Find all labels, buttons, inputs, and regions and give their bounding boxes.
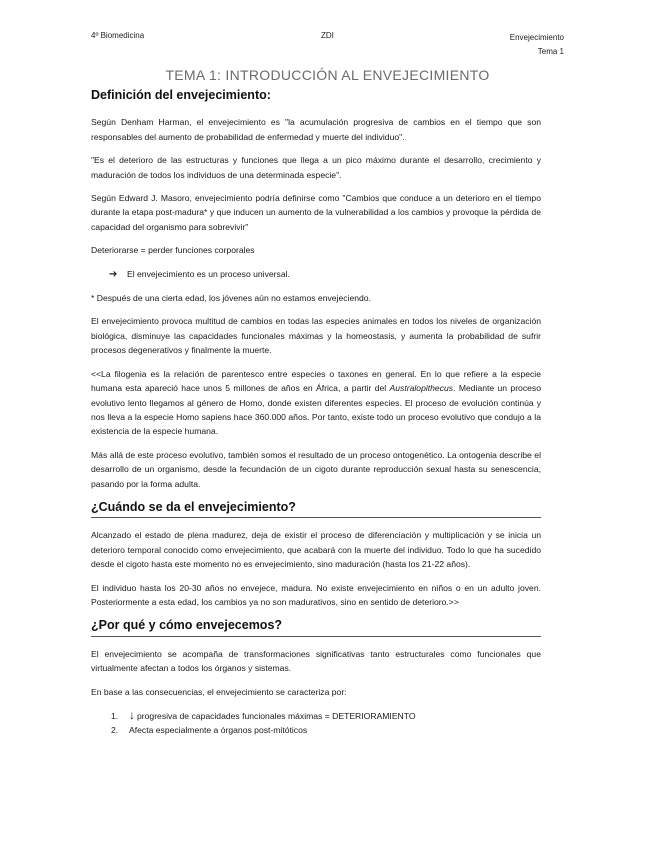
page-title: TEMA 1: INTRODUCCIÓN AL ENVEJECIMIENTO [165, 67, 490, 83]
paragraph-individuo: El individuo hasta los 20-30 años no envejece, madura. No existe envejecimiento en niños o en un adulto joven. Posteriormente a esta edad, los cambios ya no son madurativos, sino en sentido de deterioro.>> [91, 582, 541, 607]
paragraph-madurez: Alcanzado el estado de plena madurez, deja de existir el proceso de diferenciación y multiplicación y se inicia un deterioro temporal conocido como envejecimiento, que acabará con la muerte del individuo. Todo lo que ha sucedido desde el cigoto hasta este momento no es envejecimiento, sino maduración (hasta los 21-22 años). [91, 530, 541, 570]
list-number: 2. [111, 725, 119, 736]
header-topic [510, 31, 564, 59]
filogenia-italic: Australopithecus [389, 383, 454, 394]
section-heading-cuando: ¿Cuándo se da el envejecimiento? [91, 500, 541, 518]
paragraph-consecuencias: En base a las consecuencias, el envejecimiento se caracteriza por: [91, 686, 347, 697]
paragraph-filogenia [91, 367, 541, 439]
arrow-right-icon: ➔ [109, 268, 118, 280]
arrow-down-icon: ↓ [129, 708, 135, 722]
paragraph-harman: Según Denham Harman, el envejecimiento es "la acumulación progresiva de cambios en el tiempo que son responsables del aumento de probabilidad de enfermedad y muerte del individuo". [91, 117, 541, 142]
header-topic-line1: Envejecimiento [509, 33, 564, 42]
section-heading-definicion: Definición del envejecimiento: [91, 88, 271, 102]
section-heading-por-que: ¿Por qué y cómo envejecemos? [91, 618, 541, 636]
document-body [91, 88, 541, 738]
paragraph-deteriorarse: Deteriorarse = perder funciones corporales [91, 245, 255, 256]
list-number: 1. [111, 711, 119, 721]
list-item-text: Afecta especialmente a órganos post-mitóticos [129, 725, 308, 736]
paragraph-masoro: Según Edward J. Masoro, envejecimiento podría definirse como "Cambios que conduce a un deterioro en el tiempo durante la etapa post-madura* y que inducen un aumento de la vulnerabilidad a los cambios y provoque la pérdida de capacidad del organismo para sobrevivir" [91, 193, 541, 232]
header-topic-line2: Tema 1 [537, 47, 564, 56]
paragraph-cambios: El envejecimiento provoca multitud de cambios en todas las especies animales en todos los niveles de organización biológica, disminuye las capacidades funcionales máximas y la homeostasis, y aumenta la probabilidad de sufrir procesos degenerativos y finalmente la muerte. [91, 316, 541, 356]
arrow-item-text: El envejecimiento es un proceso universal. [127, 268, 290, 279]
list-item [91, 708, 541, 723]
paragraph-deterioro: "Es el deterioro de las estructuras y funciones que llega a un pico máximo durante el desarrollo, crecimiento y maduración de todos los individuos de una determinada especie". [91, 155, 541, 180]
list-item [91, 723, 541, 737]
numbered-list [91, 708, 541, 738]
arrow-item [91, 267, 541, 282]
filogenia-part-b: . Mediante un proceso evolutivo lento llegamos al género de Homo, donde existen diferentes especies. El proceso de evolución continúa y nos lleva a la especie Homo sapiens hace 360.000 años. Por tanto, existe todo un proceso evolutivo que condujo a la existencia de la especie humana. [91, 383, 541, 437]
list-item-text: progresiva de capacidades funcionales máximas = DETERIORAMIENTO [137, 711, 416, 721]
header-course: 4º Biomedicina [91, 31, 145, 40]
paragraph-ontogenia: Más allá de este proceso evolutivo, también somos el resultado de un proceso ontogenético. La ontogenia describe el desarrollo de un organismo, desde la fecundación de un cigoto durante reproducción sexual hasta su senescencia, pasando por la forma adulta. [91, 449, 541, 489]
header-subject: ZDI [321, 31, 334, 40]
paragraph-transformaciones: El envejecimiento se acompaña de transformaciones significativas tanto estructurales como funcionales que virtualmente afectan a todos los órganos y sistemas. [91, 648, 541, 674]
paragraph-footnote: * Después de una cierta edad, los jóvenes aún no estamos envejeciendo. [91, 293, 371, 304]
filogenia-part-a: <<La filogenia es la relación de parentesco entre especies o taxones en general. En lo que refiere a la especie humana esta apareció hace unos 5 millones de años en África, a partir del [91, 368, 541, 394]
